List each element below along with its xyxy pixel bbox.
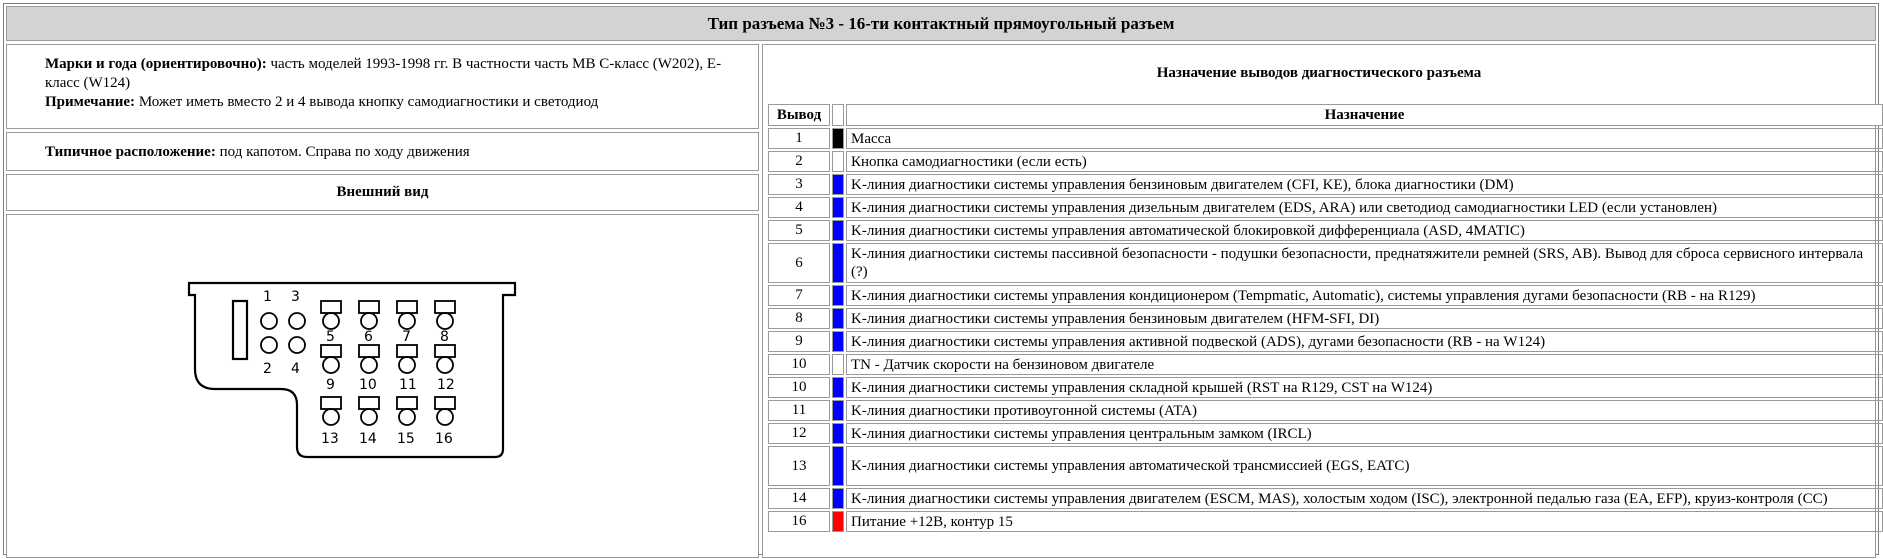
pin-number: 1	[768, 128, 830, 149]
pin-number: 4	[768, 197, 830, 218]
wire-color-swatch	[832, 128, 844, 149]
note-label: Примечание:	[45, 94, 136, 110]
pin-label: 2	[263, 361, 272, 377]
table-row	[768, 354, 1883, 375]
location-label: Типичное расположение:	[45, 144, 216, 160]
col-color	[832, 104, 844, 126]
pin-label: 14	[359, 431, 377, 447]
key-slot	[233, 301, 247, 359]
page-title: Тип разъема №3 - 16-ти контактный прямоугольный разъем	[6, 6, 1876, 41]
pin-number: 13	[768, 446, 830, 486]
brands-text: часть моделей 1993-1998 гг. В частности часть MB C-класс (W202), E-класс (W124)	[45, 56, 722, 91]
pin-purpose: Кнопка самодиагностики (если есть)	[846, 151, 1883, 172]
pin-label: 10	[359, 377, 377, 393]
wire-color-swatch	[832, 446, 844, 486]
wire-color-swatch	[832, 151, 844, 172]
table-row	[768, 511, 1883, 532]
pin-number: 8	[768, 308, 830, 329]
wire-color-swatch	[832, 197, 844, 218]
pin-number: 2	[768, 151, 830, 172]
pin-purpose: Масса	[846, 128, 1883, 149]
wire-color-swatch	[832, 331, 844, 352]
pinout-header: Назначение выводов диагностического разъема	[1156, 65, 1482, 81]
wire-color-swatch	[832, 400, 844, 421]
pin-purpose: K-линия диагностики системы управления бензиновым двигателем (HFM-SFI, DI)	[846, 308, 1883, 329]
table-row	[768, 377, 1883, 398]
wire-color-swatch	[832, 220, 844, 241]
view-header: Внешний вид	[6, 174, 759, 211]
pin-label: 6	[364, 329, 373, 345]
pinout-cell	[762, 44, 1876, 558]
pin-purpose: K-линия диагностики системы пассивной безопасности - подушки безопасности, преднатяжители ремней (SRS, AB). Вывод для сброса сервисного интервала (?)	[846, 243, 1883, 283]
wire-color-swatch	[832, 174, 844, 195]
note-line	[13, 93, 752, 112]
wire-color-swatch	[832, 377, 844, 398]
connector-outline	[189, 283, 515, 457]
pin-number: 14	[768, 488, 830, 509]
table-row	[768, 243, 1883, 283]
col-pin: Вывод	[768, 104, 830, 126]
pin-label: 13	[321, 431, 339, 447]
pin-label: 15	[397, 431, 415, 447]
location-text: под капотом. Справа по ходу движения	[219, 144, 470, 160]
pin-purpose: K-линия диагностики системы управления складной крышей (RST на R129, CST на W124)	[846, 377, 1883, 398]
pin-purpose: K-линия диагностики системы управления кондиционером (Tempmatic, Automatic), системы управления дугами безопасности (RB - на R129)	[846, 285, 1883, 306]
location-cell	[6, 132, 759, 171]
pin-purpose: TN - Датчик скорости на бензиновом двигателе	[846, 354, 1883, 375]
pinout-rows	[768, 128, 1883, 532]
table-row	[768, 285, 1883, 306]
table-row	[768, 128, 1883, 149]
pin-label: 3	[291, 289, 300, 305]
pin-purpose: K-линия диагностики системы управления активной подвеской (ADS), дугами безопасности (RB - на W124)	[846, 331, 1883, 352]
pin-purpose: K-линия диагностики противоугонной системы (ATA)	[846, 400, 1883, 421]
wire-color-swatch	[832, 285, 844, 306]
pinout-table	[766, 102, 1883, 534]
wire-color-swatch	[832, 308, 844, 329]
info-cell	[6, 44, 759, 129]
table-row	[768, 400, 1883, 421]
pin-purpose: K-линия диагностики системы управления дизельным двигателем (EDS, ARA) или светодиод самодиагностики LED (если установлен)	[846, 197, 1883, 218]
note-text: Может иметь вместо 2 и 4 вывода кнопку самодиагностики и светодиод	[138, 94, 599, 110]
connector-diagram	[185, 281, 521, 461]
pin-number: 3	[768, 174, 830, 195]
pin-purpose: Питание +12В, контур 15	[846, 511, 1883, 532]
pin-label: 11	[399, 377, 417, 393]
pin-purpose: K-линия диагностики системы управления двигателем (ESCM, MAS), холостым ходом (ISC), электронной педалью газа (EA, EFP), круиз-контроля (CC)	[846, 488, 1883, 509]
pin-purpose: K-линия диагностики системы управления автоматической блокировкой дифференциала (ASD, 4MATIC)	[846, 220, 1883, 241]
table-row	[768, 331, 1883, 352]
connector-drawing-cell	[6, 214, 759, 558]
brands-line	[13, 55, 752, 93]
pin-label: 12	[437, 377, 455, 393]
pin-purpose: K-линия диагностики системы управления автоматической трансмиссией (EGS, EATC)	[846, 446, 1883, 486]
page-frame	[3, 3, 1879, 555]
pin-label: 1	[263, 289, 272, 305]
wire-color-swatch	[832, 354, 844, 375]
table-row	[768, 220, 1883, 241]
pin-label: 16	[435, 431, 453, 447]
wire-color-swatch	[832, 488, 844, 509]
wire-color-swatch	[832, 423, 844, 444]
pin-number: 12	[768, 423, 830, 444]
pin-number: 10	[768, 377, 830, 398]
pin-label: 7	[402, 329, 411, 345]
pin-label: 8	[440, 329, 449, 345]
pin-number: 9	[768, 331, 830, 352]
table-row	[768, 197, 1883, 218]
table-row	[768, 174, 1883, 195]
table-row	[768, 446, 1883, 486]
table-row	[768, 308, 1883, 329]
pin-number: 11	[768, 400, 830, 421]
pin-number: 10	[768, 354, 830, 375]
pin-label: 9	[326, 377, 335, 393]
table-row	[768, 488, 1883, 509]
pin-label: 5	[326, 329, 335, 345]
wire-color-swatch	[832, 243, 844, 283]
pin-label: 4	[291, 361, 300, 377]
brands-label: Марки и года (ориентировочно):	[45, 56, 267, 72]
pin-purpose: K-линия диагностики системы управления центральным замком (IRCL)	[846, 423, 1883, 444]
pin-number: 16	[768, 511, 830, 532]
pin-purpose: K-линия диагностики системы управления бензиновым двигателем (CFI, KE), блока диагностики (DM)	[846, 174, 1883, 195]
wire-color-swatch	[832, 511, 844, 532]
pin-number: 6	[768, 243, 830, 283]
pin-number: 7	[768, 285, 830, 306]
table-row	[768, 423, 1883, 444]
table-row	[768, 151, 1883, 172]
pin-number: 5	[768, 220, 830, 241]
col-purpose: Назначение	[846, 104, 1883, 126]
